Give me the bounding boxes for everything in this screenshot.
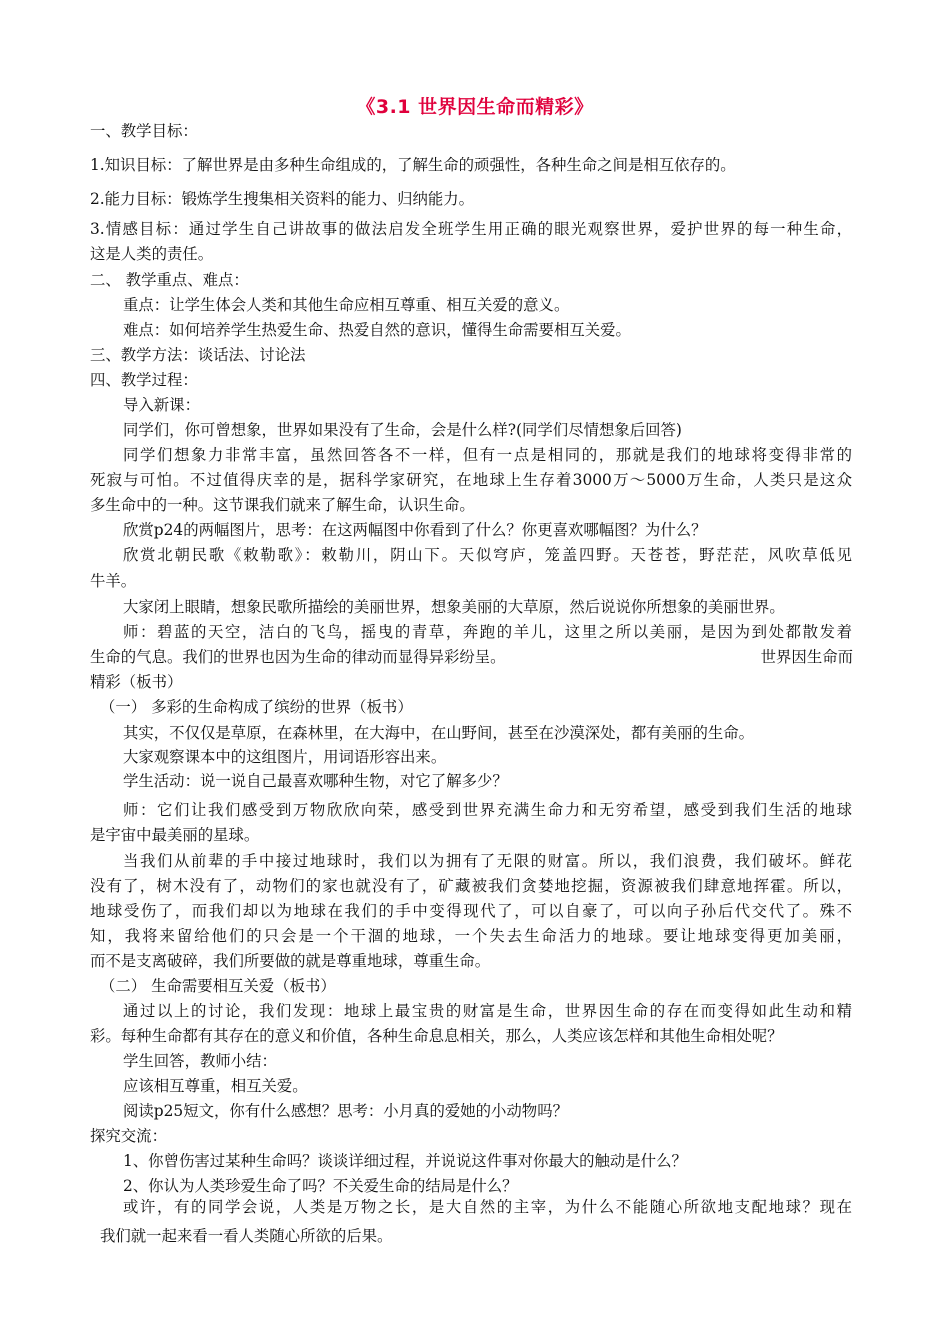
section-heading: （一） 多彩的生命构成了缤纷的世界（板书） xyxy=(100,698,413,716)
text-line: 地球受伤了，而我们却以为地球在我们的手中变得现代了，可以自豪了，可以向子孙后代交代了。殊不 xyxy=(90,902,852,920)
text-line: 难点：如何培养学生热爱生命、热爱自然的意识，懂得生命需要相互关爱。 xyxy=(123,321,631,339)
section-heading: 四、教学过程： xyxy=(90,371,198,389)
text-line: 我们就一起来看一看人类随心所欲的后果。 xyxy=(100,1227,393,1245)
text-line: 大家闭上眼睛，想象民歌所描绘的美丽世界，想象美丽的大草原，然后说说你所想象的美丽世界。 xyxy=(123,598,785,616)
text-line: 2、你认为人类珍爱生命了吗？不关爱生命的结局是什么？ xyxy=(123,1177,518,1195)
text-line: 彩。每种生命都有其存在的意义和价值，各种生命息息相关，那么，人类应该怎样和其他生命相处呢？ xyxy=(90,1027,783,1045)
section-heading: 探究交流： xyxy=(90,1127,167,1145)
text-line: 一、教学目标： xyxy=(90,122,198,140)
text-line: 欣赏p24的两幅图片，思考：在这两幅图中你看到了什么？你更喜欢哪幅图？为什么？ xyxy=(123,521,707,539)
text-line: 其实，不仅仅是草原，在森林里，在大海中，在山野间，甚至在沙漠深处，都有美丽的生命。 xyxy=(123,724,755,742)
text-line: 当我们从前辈的手中接过地球时，我们以为拥有了无限的财富。所以，我们浪费，我们破坏。鲜花 xyxy=(123,852,852,870)
text-line: 大家观察课本中的这组图片，用词语形容出来。 xyxy=(123,748,447,766)
text-line: 应该相互尊重，相互关爱。 xyxy=(123,1077,308,1095)
text-line: 同学们想象力非常丰富，虽然回答各不一样，但有一点是相同的，那就是我们的地球将变得非常的 xyxy=(123,446,852,464)
section-heading: （二） 生命需要相互关爱（板书） xyxy=(100,977,336,995)
text-line: 而不是支离破碎，我们所要做的就是尊重地球，尊重生命。 xyxy=(90,952,491,970)
text-line: 通过以上的讨论，我们发现：地球上最宝贵的财富是生命，世界因生命的存在而变得如此生动和精 xyxy=(123,1002,852,1020)
text-line: 1.知识目标：了解世界是由多种生命组成的，了解生命的顽强性，各种生命之间是相互依存的。 xyxy=(90,156,736,174)
text-line: 1、你曾伤害过某种生命吗？谈谈详细过程，并说说这件事对你最大的触动是什么？ xyxy=(123,1152,687,1170)
section-heading: 二、 教学重点、难点： xyxy=(90,271,249,289)
text-line: 没有了，树木没有了，动物们的家也就没有了，矿藏被我们贪婪地挖掘，资源被我们肆意地挥霍。所以， xyxy=(90,877,852,895)
text-line: 牛羊。 xyxy=(90,572,137,590)
section-heading: 三、教学方法：谈话法、讨论法 xyxy=(90,346,306,364)
text-line: 3.情感目标：通过学生自己讲故事的做法启发全班学生用正确的眼光观察世界，爱护世界的每一种生命， xyxy=(90,220,852,238)
text-line: 学生活动：说一说自己最喜欢哪种生物，对它了解多少？ xyxy=(123,772,508,790)
board-note: 精彩（板书） xyxy=(90,673,183,691)
text-line: 2.能力目标：锻炼学生搜集相关资料的能力、归纳能力。 xyxy=(90,190,475,208)
text-line: 师：碧蓝的天空，洁白的飞鸟，摇曳的青草，奔跑的羊儿，这里之所以美丽，是因为到处都散发着 xyxy=(123,623,852,641)
text-line: 是宇宙中最美丽的星球。 xyxy=(90,826,260,844)
text-line: 阅读p25短文，你有什么感想？思考：小月真的爱她的小动物吗？ xyxy=(123,1102,568,1120)
text-line: 学生回答，教师小结： xyxy=(123,1052,277,1070)
text-line: 同学们，你可曾想象，世界如果没有了生命，会是什么样?(同学们尽情想象后回答) xyxy=(123,421,682,439)
text-line: 生命的气息。我们的世界也因为生命的律动而显得异彩纷呈。 xyxy=(90,648,506,666)
text-line: 知，我将来留给他们的只会是一个干涸的地球，一个失去生命活力的地球。要让地球变得更加美丽， xyxy=(90,927,852,945)
text-line: 这是人类的责任。 xyxy=(90,245,214,263)
text-line: 导入新课： xyxy=(123,396,200,414)
text-line: 重点：让学生体会人类和其他生命应相互尊重、相互关爱的意义。 xyxy=(123,296,570,314)
text-line: 欣赏北朝民歌《敕勒歌》：敕勒川，阴山下。天似穹庐，笼盖四野。天苍苍，野茫茫，风吹草低见 xyxy=(123,546,852,564)
text-line: 或许，有的同学会说，人类是万物之长，是大自然的主宰，为什么不能随心所欲地支配地球？现在 xyxy=(123,1198,852,1216)
document-title: 《3.1 世界因生命而精彩》 xyxy=(356,96,594,118)
board-note: 世界因生命而 xyxy=(760,648,853,666)
text-line: 师：它们让我们感受到万物欣欣向荣，感受到世界充满生命力和无穷希望，感受到我们生活的地球 xyxy=(123,801,852,819)
text-line: 多生命中的一种。这节课我们就来了解生命，认识生命。 xyxy=(90,496,475,514)
text-line: 死寂与可怕。不过值得庆幸的是，据科学家研究，在地球上生存着3000万～5000万生命，人类只是这众 xyxy=(90,471,852,489)
